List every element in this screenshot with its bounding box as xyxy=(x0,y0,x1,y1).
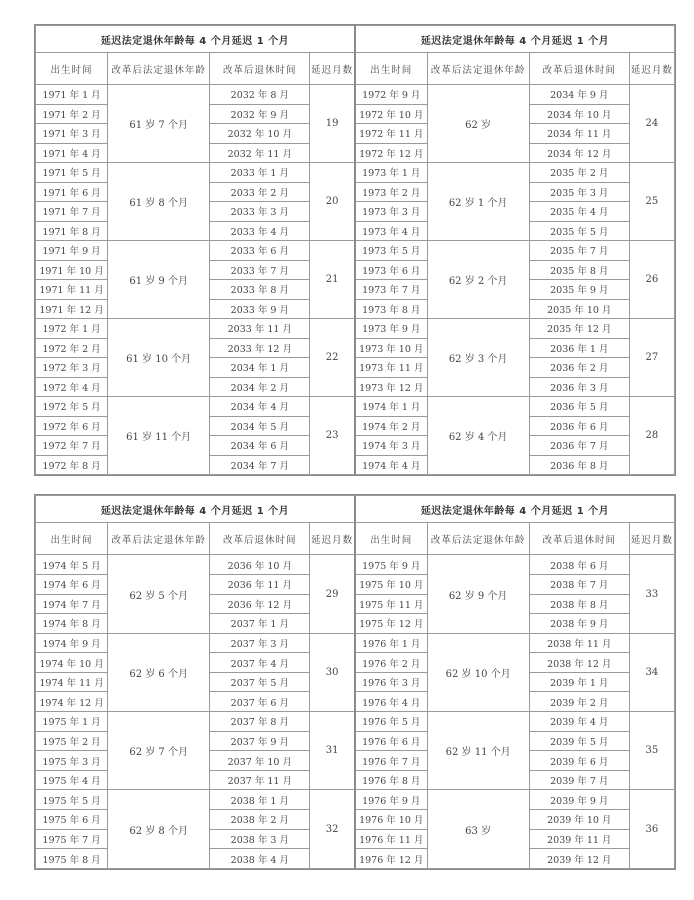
birth-date-cell: 1972 年 11 月 xyxy=(355,124,427,144)
retirement-date-cell: 2035 年 5 月 xyxy=(529,221,629,241)
retirement-date-cell: 2039 年 12 月 xyxy=(529,849,629,869)
delay-months-cell: 21 xyxy=(310,241,355,319)
birth-date-cell: 1976 年 12 月 xyxy=(355,849,427,869)
retirement-date-cell: 2034 年 1 月 xyxy=(210,358,310,378)
column-header: 延迟月数 xyxy=(629,523,674,555)
birth-date-cell: 1974 年 3 月 xyxy=(355,436,427,456)
retirement-date-cell: 2033 年 1 月 xyxy=(210,163,310,183)
birth-date-cell: 1974 年 10 月 xyxy=(36,653,108,673)
retirement-table-2 xyxy=(34,494,676,870)
birth-date-cell: 1972 年 1 月 xyxy=(36,319,108,339)
birth-date-cell: 1975 年 5 月 xyxy=(36,790,108,810)
retirement-age-cell: 62 岁 8 个月 xyxy=(108,790,210,869)
birth-date-cell: 1974 年 5 月 xyxy=(36,555,108,575)
retirement-date-cell: 2033 年 11 月 xyxy=(210,319,310,339)
table-row xyxy=(36,85,675,105)
birth-date-cell: 1973 年 11 月 xyxy=(355,358,427,378)
retirement-age-cell: 62 岁 9 个月 xyxy=(427,555,529,633)
retirement-age-cell: 62 岁 1 个月 xyxy=(427,163,529,241)
retirement-date-cell: 2036 年 8 月 xyxy=(529,455,629,475)
birth-date-cell: 1974 年 11 月 xyxy=(36,672,108,692)
retirement-age-cell: 63 岁 xyxy=(427,790,529,869)
birth-date-cell: 1971 年 7 月 xyxy=(36,202,108,222)
retirement-date-cell: 2032 年 8 月 xyxy=(210,85,310,105)
retirement-date-cell: 2034 年 2 月 xyxy=(210,377,310,397)
retirement-date-cell: 2036 年 1 月 xyxy=(529,338,629,358)
retirement-date-cell: 2038 年 4 月 xyxy=(210,849,310,869)
table-row xyxy=(36,712,675,732)
birth-date-cell: 1971 年 5 月 xyxy=(36,163,108,183)
column-header: 改革后法定退休年龄 xyxy=(427,53,529,85)
retirement-date-cell: 2038 年 1 月 xyxy=(210,790,310,810)
delay-months-cell: 30 xyxy=(310,633,355,711)
table-title: 延迟法定退休年龄每 4 个月延迟 1 个月 xyxy=(36,496,355,523)
birth-date-cell: 1974 年 8 月 xyxy=(36,614,108,634)
retirement-date-cell: 2038 年 3 月 xyxy=(210,829,310,849)
retirement-date-cell: 2034 年 5 月 xyxy=(210,416,310,436)
delay-months-cell: 35 xyxy=(629,712,674,790)
retirement-age-cell: 62 岁 5 个月 xyxy=(108,555,210,633)
retirement-date-cell: 2037 年 5 月 xyxy=(210,672,310,692)
delay-months-cell: 32 xyxy=(310,790,355,869)
delay-months-cell: 29 xyxy=(310,555,355,633)
delay-months-cell: 34 xyxy=(629,633,674,711)
birth-date-cell: 1971 年 1 月 xyxy=(36,85,108,105)
birth-date-cell: 1973 年 8 月 xyxy=(355,299,427,319)
birth-date-cell: 1973 年 6 月 xyxy=(355,260,427,280)
retirement-date-cell: 2035 年 8 月 xyxy=(529,260,629,280)
retirement-age-cell: 62 岁 3 个月 xyxy=(427,319,529,397)
table-row xyxy=(36,397,675,417)
table-title: 延迟法定退休年龄每 4 个月延迟 1 个月 xyxy=(355,26,675,53)
birth-date-cell: 1975 年 6 月 xyxy=(36,810,108,830)
birth-date-cell: 1976 年 11 月 xyxy=(355,829,427,849)
delay-months-cell: 25 xyxy=(629,163,674,241)
column-header: 延迟月数 xyxy=(310,53,355,85)
birth-date-cell: 1976 年 4 月 xyxy=(355,692,427,712)
retirement-date-cell: 2039 年 4 月 xyxy=(529,712,629,732)
column-header: 改革后退休时间 xyxy=(210,523,310,555)
birth-date-cell: 1976 年 7 月 xyxy=(355,751,427,771)
retirement-date-cell: 2039 年 6 月 xyxy=(529,751,629,771)
birth-date-cell: 1975 年 7 月 xyxy=(36,829,108,849)
birth-date-cell: 1972 年 10 月 xyxy=(355,104,427,124)
delay-months-cell: 33 xyxy=(629,555,674,633)
retirement-age-cell: 61 岁 10 个月 xyxy=(108,319,210,397)
birth-date-cell: 1976 年 2 月 xyxy=(355,653,427,673)
retirement-date-cell: 2037 年 6 月 xyxy=(210,692,310,712)
retirement-date-cell: 2037 年 9 月 xyxy=(210,731,310,751)
retirement-date-cell: 2033 年 7 月 xyxy=(210,260,310,280)
column-header: 改革后法定退休年龄 xyxy=(108,523,210,555)
birth-date-cell: 1976 年 1 月 xyxy=(355,633,427,653)
retirement-date-cell: 2039 年 1 月 xyxy=(529,672,629,692)
retirement-date-cell: 2037 年 8 月 xyxy=(210,712,310,732)
delay-months-cell: 36 xyxy=(629,790,674,869)
column-header: 改革后退休时间 xyxy=(210,53,310,85)
retirement-date-cell: 2032 年 9 月 xyxy=(210,104,310,124)
delay-months-cell: 28 xyxy=(629,397,674,475)
retirement-date-cell: 2038 年 12 月 xyxy=(529,653,629,673)
retirement-age-cell: 61 岁 11 个月 xyxy=(108,397,210,475)
retirement-date-cell: 2035 年 4 月 xyxy=(529,202,629,222)
retirement-date-cell: 2039 年 5 月 xyxy=(529,731,629,751)
table-row xyxy=(36,790,675,810)
retirement-age-cell: 62 岁 7 个月 xyxy=(108,712,210,790)
retirement-age-cell: 61 岁 9 个月 xyxy=(108,241,210,319)
column-header: 延迟月数 xyxy=(310,523,355,555)
birth-date-cell: 1975 年 3 月 xyxy=(36,751,108,771)
retirement-age-cell: 61 岁 7 个月 xyxy=(108,85,210,163)
table-title: 延迟法定退休年龄每 4 个月延迟 1 个月 xyxy=(36,26,355,53)
retirement-date-cell: 2034 年 7 月 xyxy=(210,455,310,475)
retirement-date-cell: 2035 年 9 月 xyxy=(529,280,629,300)
retirement-age-cell: 62 岁 4 个月 xyxy=(427,397,529,475)
birth-date-cell: 1971 年 2 月 xyxy=(36,104,108,124)
birth-date-cell: 1976 年 10 月 xyxy=(355,810,427,830)
retirement-date-cell: 2032 年 11 月 xyxy=(210,143,310,163)
retirement-date-cell: 2039 年 9 月 xyxy=(529,790,629,810)
birth-date-cell: 1973 年 4 月 xyxy=(355,221,427,241)
retirement-date-cell: 2038 年 11 月 xyxy=(529,633,629,653)
retirement-date-cell: 2036 年 7 月 xyxy=(529,436,629,456)
retirement-date-cell: 2034 年 4 月 xyxy=(210,397,310,417)
birth-date-cell: 1972 年 9 月 xyxy=(355,85,427,105)
column-header: 出生时间 xyxy=(355,53,427,85)
table-row xyxy=(36,319,675,339)
retirement-date-cell: 2032 年 10 月 xyxy=(210,124,310,144)
column-header: 出生时间 xyxy=(355,523,427,555)
birth-date-cell: 1971 年 6 月 xyxy=(36,182,108,202)
column-header: 改革后退休时间 xyxy=(529,53,629,85)
retirement-date-cell: 2034 年 6 月 xyxy=(210,436,310,456)
retirement-date-cell: 2038 年 8 月 xyxy=(529,594,629,614)
retirement-date-cell: 2037 年 4 月 xyxy=(210,653,310,673)
birth-date-cell: 1973 年 5 月 xyxy=(355,241,427,261)
retirement-date-cell: 2038 年 6 月 xyxy=(529,555,629,575)
table-row xyxy=(36,633,675,653)
birth-date-cell: 1974 年 1 月 xyxy=(355,397,427,417)
birth-date-cell: 1972 年 7 月 xyxy=(36,436,108,456)
retirement-age-cell: 62 岁 2 个月 xyxy=(427,241,529,319)
birth-date-cell: 1975 年 8 月 xyxy=(36,849,108,869)
birth-date-cell: 1973 年 7 月 xyxy=(355,280,427,300)
retirement-date-cell: 2034 年 10 月 xyxy=(529,104,629,124)
birth-date-cell: 1975 年 9 月 xyxy=(355,555,427,575)
retirement-date-cell: 2033 年 6 月 xyxy=(210,241,310,261)
retirement-date-cell: 2036 年 3 月 xyxy=(529,377,629,397)
birth-date-cell: 1971 年 8 月 xyxy=(36,221,108,241)
birth-date-cell: 1973 年 10 月 xyxy=(355,338,427,358)
column-header: 改革后法定退休年龄 xyxy=(427,523,529,555)
retirement-date-cell: 2033 年 3 月 xyxy=(210,202,310,222)
birth-date-cell: 1972 年 4 月 xyxy=(36,377,108,397)
birth-date-cell: 1973 年 3 月 xyxy=(355,202,427,222)
retirement-age-cell: 61 岁 8 个月 xyxy=(108,163,210,241)
retirement-date-cell: 2033 年 4 月 xyxy=(210,221,310,241)
retirement-date-cell: 2034 年 12 月 xyxy=(529,143,629,163)
birth-date-cell: 1972 年 3 月 xyxy=(36,358,108,378)
retirement-date-cell: 2039 年 7 月 xyxy=(529,770,629,790)
birth-date-cell: 1976 年 8 月 xyxy=(355,770,427,790)
retirement-date-cell: 2033 年 2 月 xyxy=(210,182,310,202)
table-row xyxy=(36,241,675,261)
column-header: 出生时间 xyxy=(36,53,108,85)
retirement-date-cell: 2036 年 6 月 xyxy=(529,416,629,436)
birth-date-cell: 1972 年 5 月 xyxy=(36,397,108,417)
birth-date-cell: 1975 年 1 月 xyxy=(36,712,108,732)
retirement-date-cell: 2038 年 7 月 xyxy=(529,574,629,594)
retirement-age-cell: 62 岁 xyxy=(427,85,529,163)
retirement-table-grid xyxy=(35,495,675,869)
retirement-date-cell: 2037 年 10 月 xyxy=(210,751,310,771)
retirement-age-cell: 62 岁 6 个月 xyxy=(108,633,210,711)
retirement-date-cell: 2036 年 2 月 xyxy=(529,358,629,378)
column-header: 改革后法定退休年龄 xyxy=(108,53,210,85)
birth-date-cell: 1975 年 10 月 xyxy=(355,574,427,594)
birth-date-cell: 1972 年 2 月 xyxy=(36,338,108,358)
retirement-date-cell: 2035 年 3 月 xyxy=(529,182,629,202)
table-row xyxy=(36,555,675,575)
birth-date-cell: 1974 年 4 月 xyxy=(355,455,427,475)
birth-date-cell: 1971 年 9 月 xyxy=(36,241,108,261)
retirement-date-cell: 2036 年 11 月 xyxy=(210,574,310,594)
birth-date-cell: 1974 年 6 月 xyxy=(36,574,108,594)
birth-date-cell: 1975 年 2 月 xyxy=(36,731,108,751)
table-row xyxy=(36,163,675,183)
retirement-table-grid xyxy=(35,25,675,475)
birth-date-cell: 1974 年 7 月 xyxy=(36,594,108,614)
retirement-date-cell: 2035 年 7 月 xyxy=(529,241,629,261)
column-header: 出生时间 xyxy=(36,523,108,555)
retirement-date-cell: 2037 年 11 月 xyxy=(210,770,310,790)
retirement-age-cell: 62 岁 10 个月 xyxy=(427,633,529,711)
birth-date-cell: 1972 年 8 月 xyxy=(36,455,108,475)
birth-date-cell: 1971 年 11 月 xyxy=(36,280,108,300)
delay-months-cell: 24 xyxy=(629,85,674,163)
birth-date-cell: 1975 年 12 月 xyxy=(355,614,427,634)
retirement-date-cell: 2033 年 9 月 xyxy=(210,299,310,319)
birth-date-cell: 1971 年 10 月 xyxy=(36,260,108,280)
birth-date-cell: 1976 年 3 月 xyxy=(355,672,427,692)
birth-date-cell: 1974 年 9 月 xyxy=(36,633,108,653)
delay-months-cell: 19 xyxy=(310,85,355,163)
birth-date-cell: 1976 年 6 月 xyxy=(355,731,427,751)
retirement-date-cell: 2036 年 12 月 xyxy=(210,594,310,614)
retirement-date-cell: 2038 年 2 月 xyxy=(210,810,310,830)
column-header: 改革后退休时间 xyxy=(529,523,629,555)
delay-months-cell: 27 xyxy=(629,319,674,397)
delay-months-cell: 20 xyxy=(310,163,355,241)
retirement-date-cell: 2034 年 11 月 xyxy=(529,124,629,144)
birth-date-cell: 1974 年 12 月 xyxy=(36,692,108,712)
retirement-date-cell: 2035 年 2 月 xyxy=(529,163,629,183)
retirement-date-cell: 2033 年 12 月 xyxy=(210,338,310,358)
delay-months-cell: 31 xyxy=(310,712,355,790)
retirement-date-cell: 2036 年 5 月 xyxy=(529,397,629,417)
birth-date-cell: 1971 年 4 月 xyxy=(36,143,108,163)
birth-date-cell: 1973 年 12 月 xyxy=(355,377,427,397)
retirement-date-cell: 2039 年 2 月 xyxy=(529,692,629,712)
delay-months-cell: 22 xyxy=(310,319,355,397)
birth-date-cell: 1973 年 1 月 xyxy=(355,163,427,183)
retirement-date-cell: 2037 年 3 月 xyxy=(210,633,310,653)
birth-date-cell: 1973 年 9 月 xyxy=(355,319,427,339)
retirement-age-cell: 62 岁 11 个月 xyxy=(427,712,529,790)
retirement-date-cell: 2039 年 11 月 xyxy=(529,829,629,849)
retirement-date-cell: 2034 年 9 月 xyxy=(529,85,629,105)
birth-date-cell: 1971 年 3 月 xyxy=(36,124,108,144)
birth-date-cell: 1972 年 6 月 xyxy=(36,416,108,436)
birth-date-cell: 1973 年 2 月 xyxy=(355,182,427,202)
delay-months-cell: 26 xyxy=(629,241,674,319)
birth-date-cell: 1975 年 4 月 xyxy=(36,770,108,790)
retirement-date-cell: 2039 年 10 月 xyxy=(529,810,629,830)
birth-date-cell: 1971 年 12 月 xyxy=(36,299,108,319)
birth-date-cell: 1975 年 11 月 xyxy=(355,594,427,614)
birth-date-cell: 1976 年 5 月 xyxy=(355,712,427,732)
retirement-date-cell: 2035 年 12 月 xyxy=(529,319,629,339)
birth-date-cell: 1972 年 12 月 xyxy=(355,143,427,163)
birth-date-cell: 1976 年 9 月 xyxy=(355,790,427,810)
table-title: 延迟法定退休年龄每 4 个月延迟 1 个月 xyxy=(355,496,675,523)
retirement-date-cell: 2035 年 10 月 xyxy=(529,299,629,319)
retirement-table-1 xyxy=(34,24,676,476)
delay-months-cell: 23 xyxy=(310,397,355,475)
retirement-date-cell: 2036 年 10 月 xyxy=(210,555,310,575)
retirement-date-cell: 2033 年 8 月 xyxy=(210,280,310,300)
retirement-date-cell: 2038 年 9 月 xyxy=(529,614,629,634)
retirement-date-cell: 2037 年 1 月 xyxy=(210,614,310,634)
birth-date-cell: 1974 年 2 月 xyxy=(355,416,427,436)
column-header: 延迟月数 xyxy=(629,53,674,85)
